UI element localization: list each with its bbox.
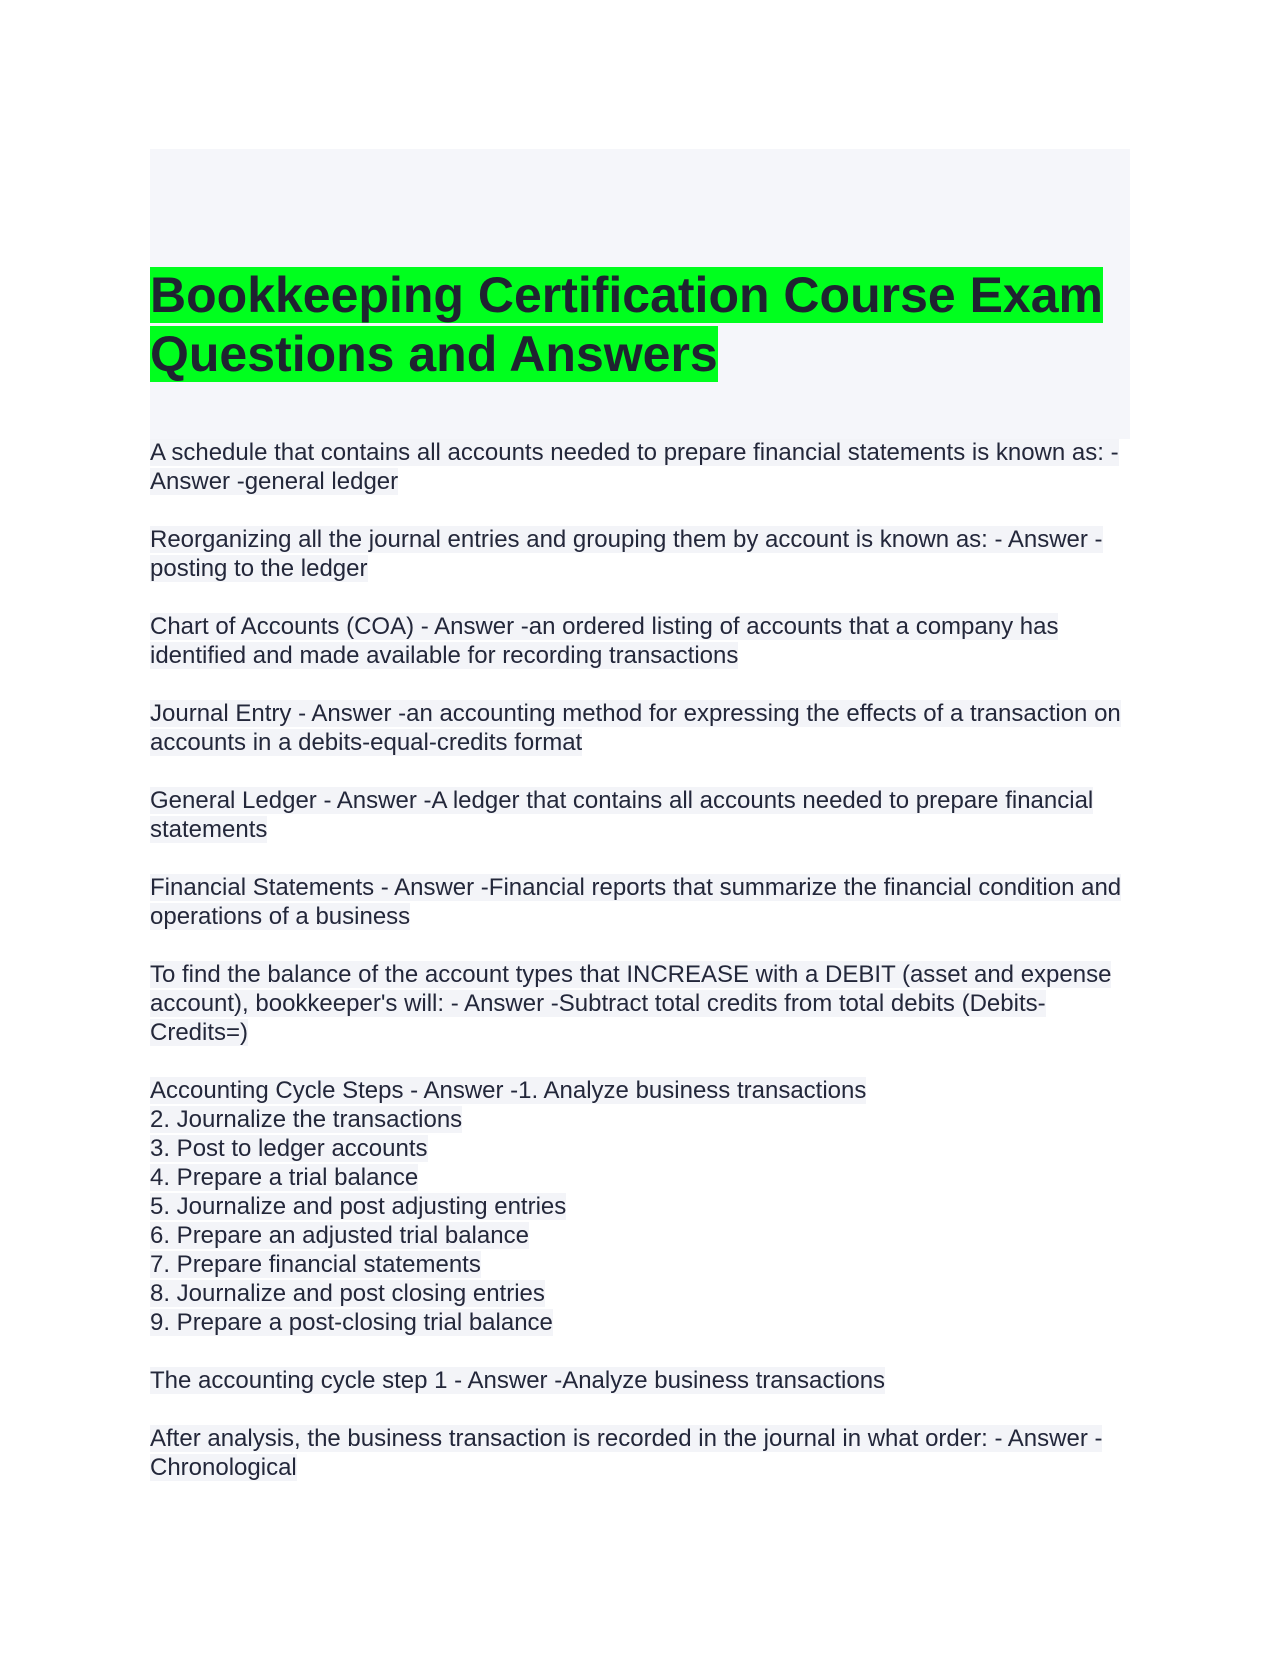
cycle-step: [150, 1308, 1140, 1337]
qa-item: [150, 960, 1140, 1047]
cycle-step: [150, 1279, 1140, 1308]
cycle-step: [150, 1105, 1140, 1134]
qa-item-text: To find the balance of the account types that INCREASE with a DEBIT (asset and expense account), bookkeeper's will: - Answer -Subtract total credits from total debits (Debits-Credits=): [150, 961, 1112, 1046]
cycle-step-text: 9. Prepare a post-closing trial balance: [150, 1309, 553, 1336]
cycle-step-text: 2. Journalize the transactions: [150, 1106, 463, 1133]
cycle-step: [150, 1134, 1140, 1163]
qa-item-text: Chart of Accounts (COA) - Answer -an ordered listing of accounts that a company has identified and made available for recording transactions: [150, 613, 1059, 669]
cycle-step-text: 3. Post to ledger accounts: [150, 1135, 428, 1162]
qa-item-text: Reorganizing all the journal entries and grouping them by account is known as: - Answer -posting to the ledger: [150, 526, 1103, 582]
qa-item-text: A schedule that contains all accounts needed to prepare financial statements is known as: - Answer -general ledger: [150, 439, 1119, 495]
document-title: [150, 266, 1140, 384]
qa-item-text: Journal Entry - Answer -an accounting method for expressing the effects of a transaction on accounts in a debits-equal-credits format: [150, 700, 1121, 756]
qa-item: [150, 1366, 1140, 1395]
cycle-step: [150, 1221, 1140, 1250]
cycle-step-text: 5. Journalize and post adjusting entries: [150, 1193, 567, 1220]
cycle-step: [150, 1163, 1140, 1192]
qa-item-text: General Ledger - Answer -A ledger that contains all accounts needed to prepare financial statements: [150, 787, 1094, 843]
cycle-step: [150, 1076, 1140, 1105]
qa-item: [150, 525, 1140, 583]
qa-item-text: Financial Statements - Answer -Financial reports that summarize the financial condition and operations of a business: [150, 874, 1122, 930]
qa-item: [150, 612, 1140, 670]
qa-item: [150, 699, 1140, 757]
cycle-step-text: 7. Prepare financial statements: [150, 1251, 481, 1278]
document-body: [150, 438, 1140, 1511]
qa-item-text: After analysis, the business transaction is recorded in the journal in what order: - Answer -Chronological: [150, 1425, 1103, 1481]
cycle-step-text: Accounting Cycle Steps - Answer -1. Analyze business transactions: [150, 1077, 867, 1104]
qa-item-text: The accounting cycle step 1 - Answer -Analyze business transactions: [150, 1367, 886, 1394]
cycle-step-text: 6. Prepare an adjusted trial balance: [150, 1222, 529, 1249]
qa-item: [150, 438, 1140, 496]
cycle-step-text: 4. Prepare a trial balance: [150, 1164, 419, 1191]
qa-item: [150, 873, 1140, 931]
cycle-step-text: 8. Journalize and post closing entries: [150, 1280, 545, 1307]
qa-item: [150, 786, 1140, 844]
qa-item: [150, 1424, 1140, 1482]
cycle-step: [150, 1250, 1140, 1279]
cycle-step: [150, 1192, 1140, 1221]
accounting-cycle-steps: [150, 1076, 1140, 1337]
document-title-text: Bookkeeping Certification Course Exam Questions and Answers: [150, 267, 1104, 382]
